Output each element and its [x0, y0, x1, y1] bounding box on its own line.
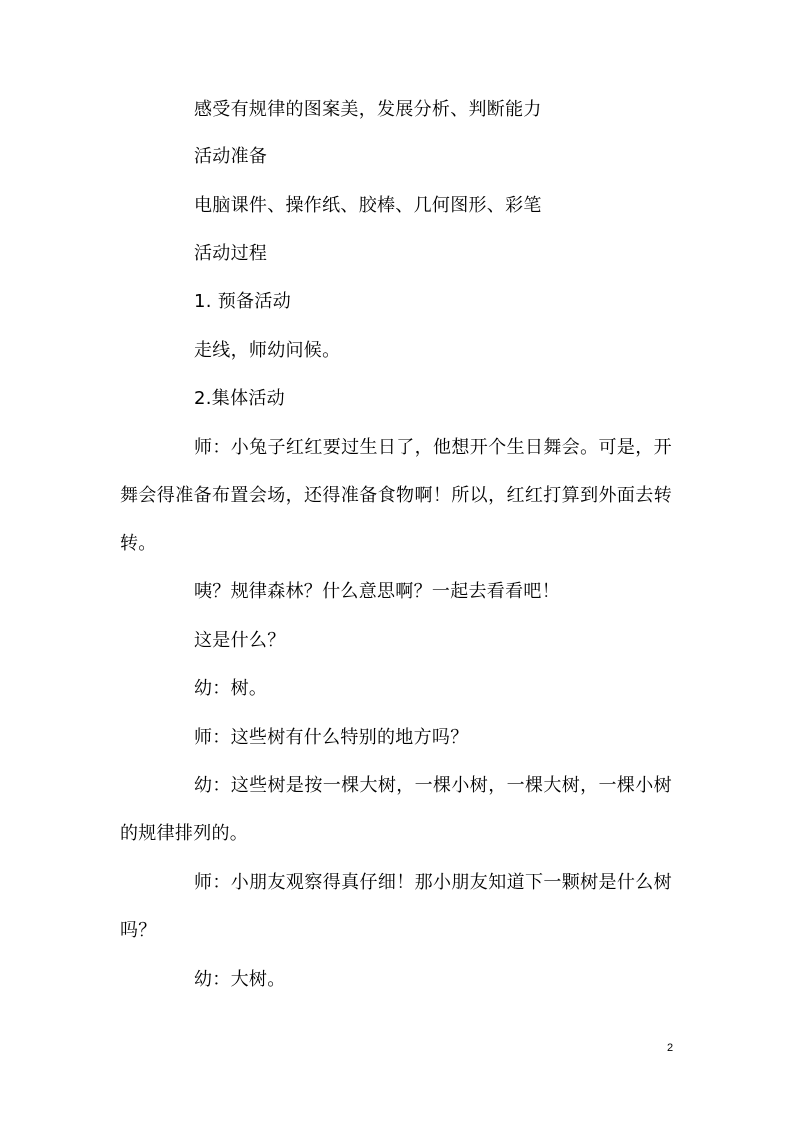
paragraph-greeting: 走线，师幼问候。 [194, 340, 341, 361]
paragraph-story-line-2: 舞会得准备布置会场，还得准备食物啊！所以，红红打算到外面去转 [120, 485, 672, 506]
paragraph-question: 这是什么？ [194, 630, 286, 651]
paragraph-answer-big-tree: 幼：大树。 [194, 969, 286, 990]
paragraph-story-line-1: 师：小兔子红红要过生日了，他想开个生日舞会。可是，开 [194, 437, 672, 458]
paragraph-pattern-line-1: 幼：这些树是按一棵大树，一棵小树，一棵大树，一棵小树 [194, 775, 672, 796]
paragraph-answer-tree: 幼：树。 [194, 678, 268, 699]
paragraph-pattern-line-2: 的规律排列的。 [120, 823, 249, 844]
heading-group-activity: 2.集体活动 [194, 388, 285, 409]
page-number: 2 [667, 1042, 674, 1054]
paragraph-forest: 咦？规律森林？什么意思啊？一起去看看吧！ [194, 581, 560, 602]
heading-preliminary-activity: 1. 预备活动 [194, 291, 291, 312]
heading-preparation: 活动准备 [194, 146, 268, 167]
paragraph-goal: 感受有规律的图案美，发展分析、判断能力 [194, 99, 542, 120]
paragraph-teacher-question: 师：这些树有什么特别的地方吗？ [194, 727, 469, 748]
paragraph-next-tree-line-1: 师：小朋友观察得真仔细！那小朋友知道下一颗树是什么树 [194, 872, 672, 893]
paragraph-next-tree-line-2: 吗？ [120, 920, 157, 941]
heading-process: 活动过程 [194, 243, 268, 264]
paragraph-materials: 电脑课件、操作纸、胶棒、几何图形、彩笔 [194, 195, 542, 216]
paragraph-story-line-3: 转。 [120, 533, 157, 554]
